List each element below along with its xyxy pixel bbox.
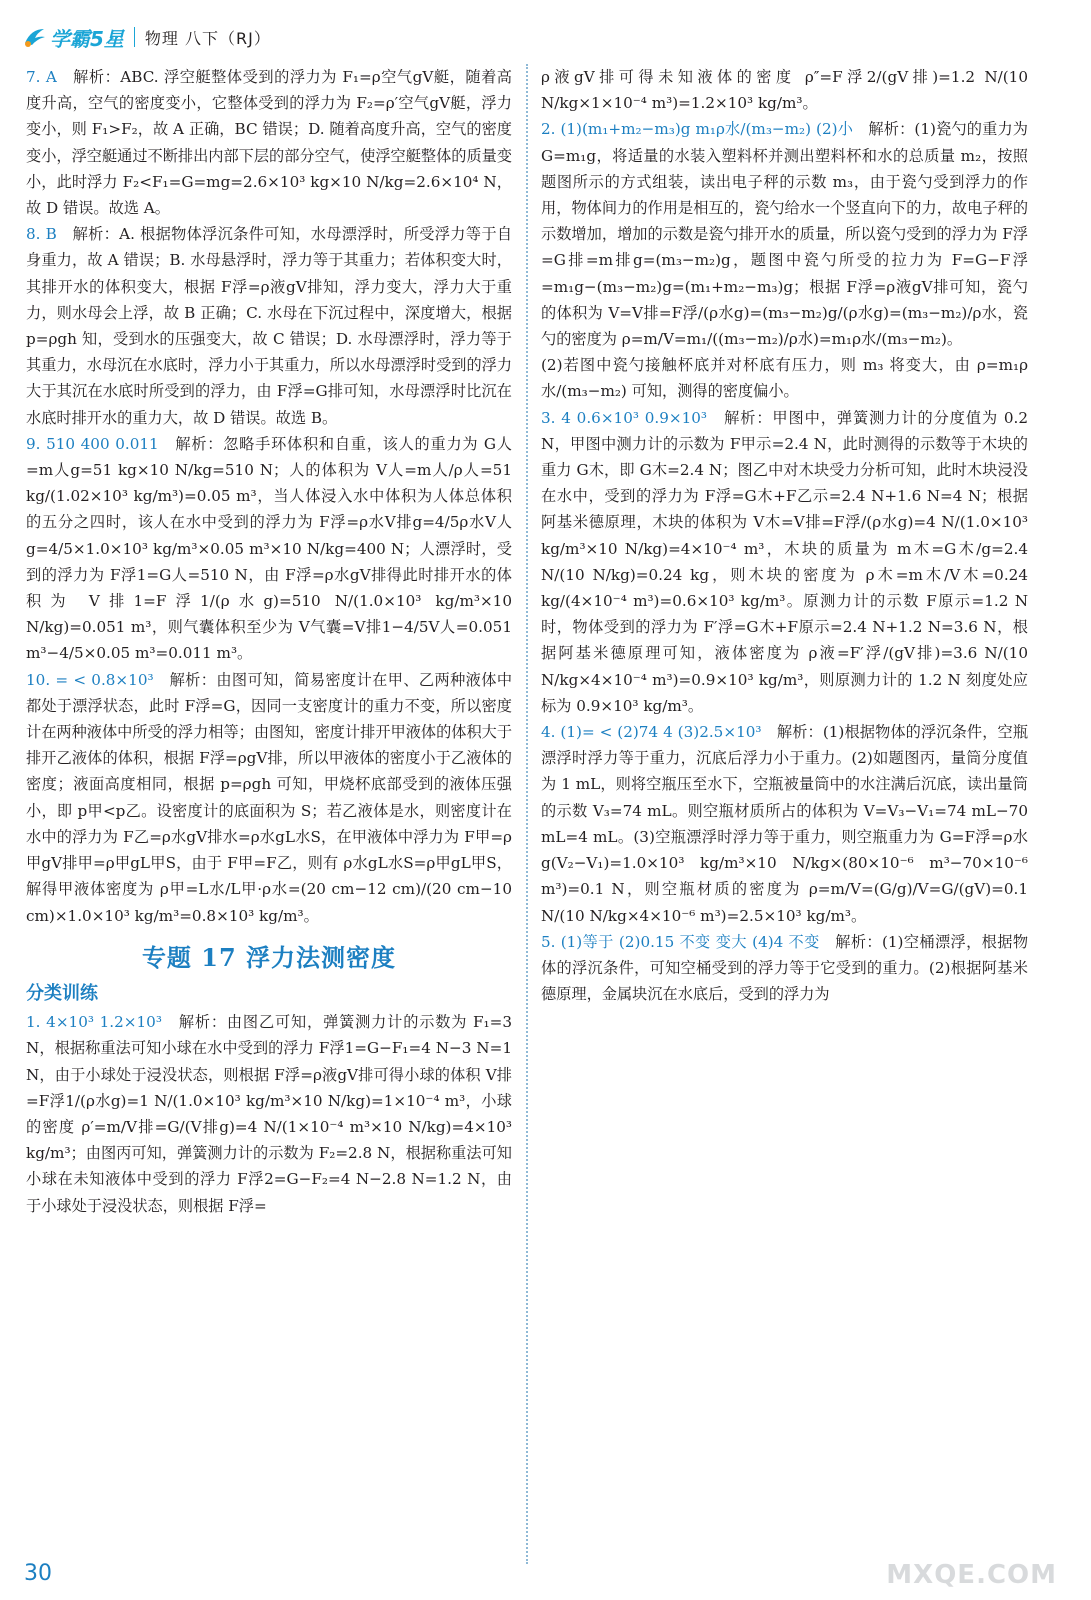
subject-label: 物理 八下（RJ）: [144, 28, 271, 48]
answer-text: 解析：甲图中，弹簧测力计的分度值为 0.2 N，甲图中测力计的示数为 F甲示=2.4 N，此时测得的示数等于木块的重力 G木，即 G木=2.4 N；图乙中对木块受力分析可知，此时木块浸没在水中，受到的浮力为 F浮=G木+F乙示=2.4 N+1.6 N=4 N；根据阿基米德原理，木块的体积为 V木=V排=F浮/(ρ水g)=4 N/(1.0×10³ kg/m³×10 N/kg)=4×10⁻⁴ m³，木块的质量为 m木=G木/g=2.4 N/(10 N/kg)=0.24 kg，则木块的密度为 ρ木=m木/V木=0.24 kg/(4×10⁻⁴ m³)=0.6×10³ kg/m³。原测力计的示数 F原示=1.2 N 时，物体受到的浮力为 F′浮=G木+F原示=2.4 N+1.2 N=3.6 N，根据阿基米德原理可知，液体密度为 ρ液=F′浮/(gV排)=3.6 N/(10 N/kg×4×10⁻⁴ m³)=0.9×10³ kg/m³，则原测力计的 1.2 N 刻度处应标为 0.9×10³ kg/m³。: [541, 408, 1028, 715]
watermark: MXQE.COM: [886, 1560, 1057, 1590]
answer-item: [541, 352, 1028, 404]
answer-text: 解析：(1)瓷勺的重力为 G=m₁g，将适量的水装入塑料杯并测出塑料杯和水的总质量 m₂，按照题图所示的方式组装，读出电子秤的示数 m₃，由于瓷勺受到浮力的作用，物体间力的作用是相互的，瓷勺给水一个竖直向下的力，故电子秤的示数增加，增加的示数是瓷勺排开水的质量，所以瓷勺受到的浮力为 F浮=G排=m排g=(m₃−m₂)g，题图中瓷勺所受的拉力为 F=G−F浮=m₁g−(m₃−m₂)g=(m₁+m₂−m₃)g；根据 F浮=ρ液gV排可知，瓷勺的体积为 V=V排=F浮/(ρ水g)=(m₃−m₂)g/(ρ水g)=(m₃−m₂)/ρ水，瓷勺的密度为 ρ=m/V=m₁/((m₃−m₂)/ρ水)=m₁ρ水/(m₃−m₂)。: [541, 120, 1028, 349]
answer-item: [541, 719, 1028, 929]
answer-text: 解析：A. 根据物体浮沉条件可知，水母漂浮时，所受浮力等于自身重力，故 A 错误；B. 水母悬浮时，浮力等于其重力；若体积变大时，其排开水的体积变大，根据 F浮=ρ液gV排知，浮力变大，浮力大于重力，则水母会上浮，故 B 正确；C. 水母在下沉过程中，深度增大，根据 p=ρgh 知，受到水的压强变大，故 C 错误；D. 水母漂浮时，浮力等于其重力，水母沉在水底时，浮力小于其重力，所以水母漂浮时受到的浮力大于其沉在水底时所受到的浮力，由 F浮=G排可知，水母漂浮时比沉在水底时排开水的重力大，故 D 错误。故选 B。: [26, 225, 513, 427]
right-column: [541, 64, 1028, 1007]
answer-item: [541, 116, 1028, 352]
answer-number: 7. A: [26, 68, 57, 86]
brand-logo-icon: [22, 25, 48, 49]
header-divider: [134, 27, 135, 47]
answer-text: 解析：ABC. 浮空艇整体受到的浮力为 F₁=ρ空气gV艇，随着高度升高，空气的密度变小，它整体受到的浮力为 F₂=ρ′空气gV艇，浮力变小，则 F₁>F₂，故 A 正确，BC 错误；D. 随着高度升高，空气的密度变小，浮空艇通过不断排出内部下层的部分空气，使浮空艇整体的质量变小，此时浮力 F₂<F₁=G=mg=2.6×10³ kg×10 N/kg=2.6×10⁴ N，故 D 错误。故选 A。: [26, 68, 512, 218]
section-title: 专题 17 浮力法测密度: [141, 942, 397, 972]
answer-number: 2. (1)(m₁+m₂−m₃)g m₁ρ水/(m₃−m₂) (2)小: [541, 120, 854, 139]
answer-number: 9. 510 400 0.011: [26, 434, 159, 453]
page-number: 30: [24, 1561, 52, 1586]
answer-text: 解析：(1)根据物体的浮沉条件，空瓶漂浮时浮力等于重力，沉底后浮力小于重力。(2)如题图丙，量筒分度值为 1 mL，则将空瓶压至水下，空瓶被量筒中的水注满后沉底，读出量筒的示数 V₃=74 mL。则空瓶材质所占的体积为 V=V₃−V₁=74 mL−70 mL=4 mL。(3)空瓶漂浮时浮力等于重力，则空瓶重力为 G=F浮=ρ水g(V₂−V₁)=1.0×10³ kg/m³×10 N/kg×(80×10⁻⁶ m³−70×10⁻⁶ m³)=0.1 N，则空瓶材质的密度为 ρ=m/V=(G/g)/V=G/(gV)=0.1 N/(10 N/kg×4×10⁻⁶ m³)=2.5×10³ kg/m³。: [541, 723, 1029, 925]
answer-number: 4. (1)= < (2)74 4 (3)2.5×10³: [541, 723, 762, 742]
answer-item: [26, 1009, 512, 1219]
answer-item: [26, 667, 512, 929]
answer-item: [541, 64, 1028, 116]
answer-number: 10. = < 0.8×10³: [26, 670, 154, 689]
answer-number: 5. (1)等于 (2)0.15 不变 变大 (4)4 不变: [541, 932, 820, 951]
brand-name: 学霸5星: [50, 26, 124, 51]
answer-item: [26, 221, 512, 431]
answer-item: [541, 405, 1028, 719]
answer-text: (2)若图中瓷勺接触杯底并对杯底有压力，则 m₃ 将变大，由 ρ=m₁ρ水/(m₃−m₂) 可知，测得的密度偏小。: [541, 356, 1028, 401]
answer-item: [26, 431, 512, 667]
answer-item: [541, 929, 1028, 1008]
answer-number: 1. 4×10³ 1.2×10³: [26, 1013, 162, 1032]
left-column: [26, 64, 512, 1219]
section-subtitle: 分类训练: [26, 982, 98, 1004]
page-header: [22, 22, 271, 52]
answer-number: 8. B: [26, 225, 57, 244]
answer-text: 解析：忽略手环体积和自重，该人的重力为 G人=m人g=51 kg×10 N/kg=510 N；人的体积为 V人=m人/ρ人=51 kg/(1.02×10³ kg/m³)=0.05 m³，当人体浸入水中体积为人体总体积的五分之四时，该人在水中受到的浮力为 F浮=ρ水V排g=4/5ρ水V人g=4/5×1.0×10³ kg/m³×0.05 m³×10 N/kg=400 N；人漂浮时，受到的浮力为 F浮1=G人=510 N，由 F浮=ρ水gV排得此时排开水的体积为 V排1=F浮1/(ρ水g)=510 N/(1.0×10³ kg/m³×10 N/kg)=0.051 m³，则气囊体积至少为 V气囊=V排1−4/5V人=0.051 m³−4/5×0.05 m³=0.011 m³。: [26, 434, 512, 663]
answer-item: [26, 64, 512, 221]
answer-text: 解析：由图可知，简易密度计在甲、乙两种液体中都处于漂浮状态，此时 F浮=G，因同一支密度计的重力不变，所以密度计在两种液体中所受的浮力相等；由图知，密度计排开甲液体的体积大于排开乙液体的体积，根据 F浮=ρgV排，所以甲液体的密度小于乙液体的密度；液面高度相同，根据 p=ρgh 可知，甲烧杯底部受到的液体压强小，即 p甲<p乙。设密度计的底面积为 S；若乙液体是水，则密度计在水中的浮力为 F乙=ρ水gV排水=ρ水gL水S，在甲液体中浮力为 F甲=ρ甲gV排甲=ρ甲gL甲S，由于 F甲=F乙，则有 ρ水gL水S=ρ甲gL甲S，解得甲液体密度为 ρ甲=L水/L甲·ρ水=(20 cm−12 cm)/(20 cm−10 cm)×1.0×10³ kg/m³=0.8×10³ kg/m³。: [26, 670, 513, 925]
answer-number: 3. 4 0.6×10³ 0.9×10³: [541, 408, 708, 427]
answer-text: 解析：(1)空桶漂浮，根据物体的浮沉条件，可知空桶受到的浮力等于它受到的重力。(2)根据阿基米德原理，金属块沉在水底后，受到的浮力为: [541, 932, 1029, 1004]
column-divider: [526, 64, 528, 1564]
answer-text: ρ液gV排可得未知液体的密度 ρ″=F浮2/(gV排)=1.2 N/(10 N/kg×1×10⁻⁴ m³)=1.2×10³ kg/m³。: [541, 68, 1028, 113]
answer-text: 解析：由图乙可知，弹簧测力计的示数为 F₁=3 N，根据称重法可知小球在水中受到的浮力 F浮1=G−F₁=4 N−3 N=1 N，由于小球处于浸没状态，则根据 F浮=ρ液gV排可得小球的体积 V排=F浮1/(ρ水g)=1 N/(1.0×10³ kg/m³×10 N/kg)=1×10⁻⁴ m³，小球的密度 ρ′=m/V排=G/(V排g)=4 N/(1×10⁻⁴ m³×10 N/kg)=4×10³ kg/m³；由图丙可知，弹簧测力计的示数为 F₂=2.8 N，根据称重法可知小球在未知液体中受到的浮力 F浮2=G−F₂=4 N−2.8 N=1.2 N，由于小球处于浸没状态，则根据 F浮=: [26, 1013, 513, 1215]
